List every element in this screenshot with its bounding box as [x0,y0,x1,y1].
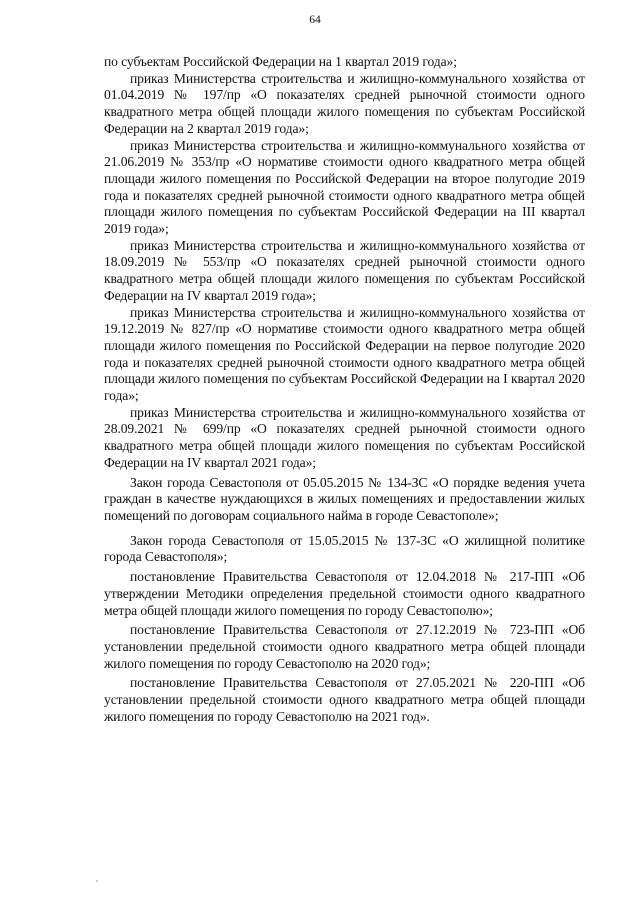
paragraph-2: приказ Министерства строительства и жилищно-коммунального хозяйства от 01.04.2019 № 197/пр «О показателях средней рыночной стоимости одного квадратного метра общей площади жилого помещения по субъектам Российской Федерации на 2 квартал 2019 года»; [104,70,585,136]
paragraph-8: Закон города Севастополя от 15.05.2015 № 137-ЗС «О жилищной политике города Севастополя»; [104,532,585,565]
paragraph-10: постановление Правительства Севастополя от 27.12.2019 № 723-ПП «Об установлении предельной стоимости одного квадратного метра общей площади жилого помещения по городу Севастополю на 2020 год»; [104,622,585,671]
scan-speck [96,880,98,882]
paragraph-7: Закон города Севастополя от 05.05.2015 № 134-ЗС «О порядке ведения учета граждан в качестве нуждающихся в жилых помещениях и предоставлении жилых помещений по договорам социального найма в городе Севастополе»; [104,474,585,523]
paragraph-1: по субъектам Российской Федерации на 1 квартал 2019 года»; [104,54,457,69]
paragraph-11: постановление Правительства Севастополя от 27.05.2021 № 220-ПП «Об установлении предельной стоимости одного квадратного метра общей площади жилого помещения по городу Севастополю на 2021 год». [104,675,585,724]
paragraph-4: приказ Министерства строительства и жилищно-коммунального хозяйства от 18.09.2019 № 553/пр «О показателях средней рыночной стоимости одного квадратного метра общей площади жилого помещения по субъектам Российской Федерации на IV квартал 2019 года»; [104,237,585,303]
page-number: 64 [309,14,321,26]
document-body [104,54,585,725]
paragraph-6: приказ Министерства строительства и жилищно-коммунального хозяйства от 28.09.2021 № 699/пр «О показателях средней рыночной стоимости одного квадратного метра общей площади жилого помещения по субъектам Российской Федерации на IV квартал 2021 года»; [104,404,585,470]
paragraph-3: приказ Министерства строительства и жилищно-коммунального хозяйства от 21.06.2019 № 353/пр «О нормативе стоимости одного квадратного метра общей площади жилого помещения по Российской Федерации на второе полугодие 2019 года и показателях средней рыночной стоимости одного квадратного метра общей площади жилого помещения по субъектам Российской Федерации на III квартал 2019 года»; [104,137,585,237]
paragraph-5: приказ Министерства строительства и жилищно-коммунального хозяйства от 19.12.2019 № 827/пр «О нормативе стоимости одного квадратного метра общей площади жилого помещения по Российской Федерации на первое полугодие 2020 года и показателях средней рыночной стоимости одного квадратного метра общей площади жилого помещения по субъектам Российской Федерации на I квартал 2020 года»; [104,304,585,404]
paragraph-9: постановление Правительства Севастополя от 12.04.2018 № 217-ПП «Об утверждении Методики определения предельной стоимости одного квадратного метра общей площади жилого помещения по городу Севастополю»; [104,569,585,618]
